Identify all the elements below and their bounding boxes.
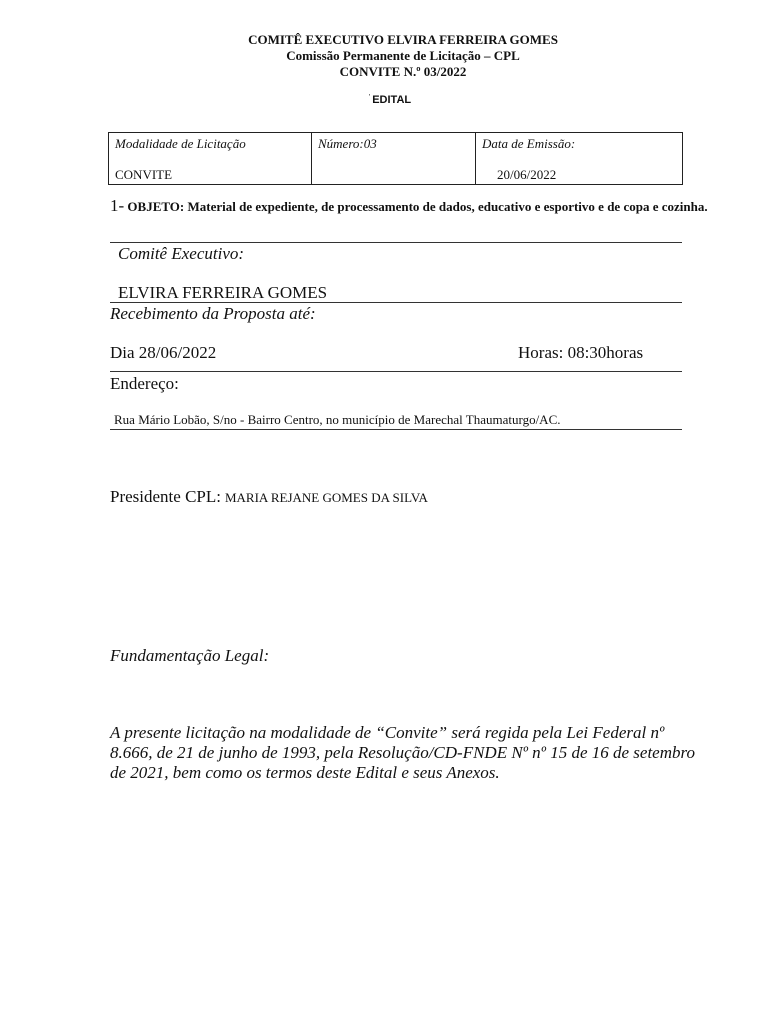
- fundamentacao-text: A presente licitação na modalidade de “Convite” será regida pela Lei Federal nº 8.666, de 21 de junho de 1993, pela Resolução/CD-FNDE Nº nº 15 de 16 de setembro de 2021, bem como os termos deste Edital e seus Anexos.: [110, 723, 695, 782]
- edital-mark: ': [368, 94, 371, 101]
- edital-title: EDITAL: [372, 94, 412, 106]
- divider-line: [110, 429, 682, 430]
- numero-field: [318, 136, 377, 152]
- endereco-value: Rua Mário Lobão, S/no - Bairro Centro, no município de Marechal Thaumaturgo/AC.: [114, 412, 561, 427]
- objeto-label: OBJETO:: [127, 199, 185, 214]
- header-org: COMITÊ EXECUTIVO ELVIRA FERREIRA GOMES: [248, 32, 558, 47]
- numero-cell: [312, 133, 476, 185]
- edital-heading: [0, 94, 770, 106]
- header-commission: Comissão Permanente de Licitação – CPL: [286, 48, 520, 63]
- presidente-name: MARIA REJANE GOMES DA SILVA: [224, 490, 428, 505]
- numero-label: Número:: [318, 136, 364, 151]
- data-label: Data de Emissão:: [482, 136, 576, 151]
- divider-line: [110, 371, 682, 372]
- fundamentacao-label: Fundamentação Legal:: [110, 646, 270, 665]
- presidente-line: [110, 487, 428, 507]
- header-invite: CONVITE N.º 03/2022: [339, 64, 467, 79]
- proposta-date: Dia 28/06/2022: [110, 343, 217, 362]
- comite-value: ELVIRA FERREIRA GOMES: [118, 283, 328, 302]
- data-cell: [476, 133, 683, 185]
- presidente-label: Presidente CPL:: [110, 487, 221, 506]
- comite-label: Comitê Executivo:: [118, 244, 245, 263]
- modalidade-value: CONVITE: [115, 167, 173, 182]
- divider-line: [110, 302, 682, 303]
- endereco-label: Endereço:: [110, 374, 179, 393]
- info-table: [108, 132, 683, 185]
- proposta-label: Recebimento da Proposta até:: [110, 304, 316, 323]
- objeto-text: Material de expediente, de processamento de dados, educativo e esportivo e de copa e cozinha.: [187, 199, 708, 214]
- data-value: 20/06/2022: [497, 167, 557, 182]
- numero-value: 03: [363, 136, 377, 151]
- modalidade-cell: [109, 133, 312, 185]
- proposta-time: Horas: 08:30horas: [518, 343, 644, 362]
- objeto-paragraph: [110, 197, 710, 216]
- modalidade-label: Modalidade de Licitação: [115, 136, 246, 151]
- objeto-number: 1-: [110, 196, 125, 215]
- divider-line: [110, 242, 682, 243]
